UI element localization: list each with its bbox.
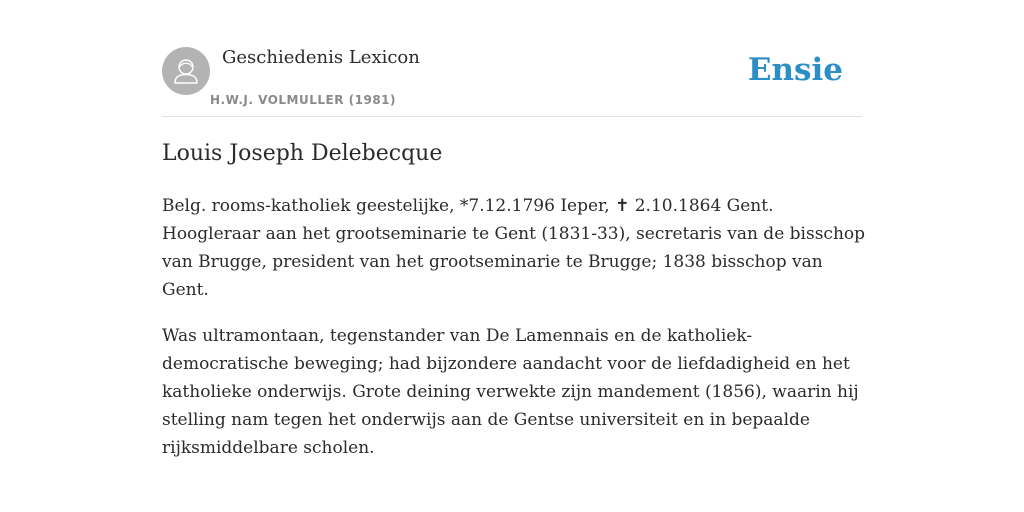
brand-logo[interactable]: Ensie bbox=[747, 52, 843, 88]
article-title: Louis Joseph Delebecque bbox=[162, 141, 443, 166]
article-body bbox=[162, 192, 866, 480]
user-icon[interactable] bbox=[162, 47, 210, 95]
article-paragraph: Belg. rooms-katholiek geestelijke, *7.12.1796 Ieper, ✝ 2.10.1864 Gent. Hoogleraar aan het grootseminarie te Gent (1831-33), secretaris van de bisschop van Brugge, president van het grootseminarie te Brugge; 1838 bisschop van Gent. bbox=[162, 196, 866, 300]
article-paragraph: Was ultramontaan, tegenstander van De Lamennais en de katholiek-democratische beweging; had bijzondere aandacht voor de liefdadigheid en het katholieke onderwijs. Grote deining verwekte zijn mandement (1856), waarin hij stelling nam tegen het onderwijs aan de Gentse universiteit en in bepaalde rijksmiddelbare scholen. bbox=[162, 326, 859, 458]
source-header bbox=[162, 46, 862, 117]
author-credit: H.W.J. VOLMULLER (1981) bbox=[210, 93, 397, 107]
source-title[interactable]: Geschiedenis Lexicon bbox=[222, 47, 420, 68]
user-icon-graphic bbox=[162, 47, 210, 95]
